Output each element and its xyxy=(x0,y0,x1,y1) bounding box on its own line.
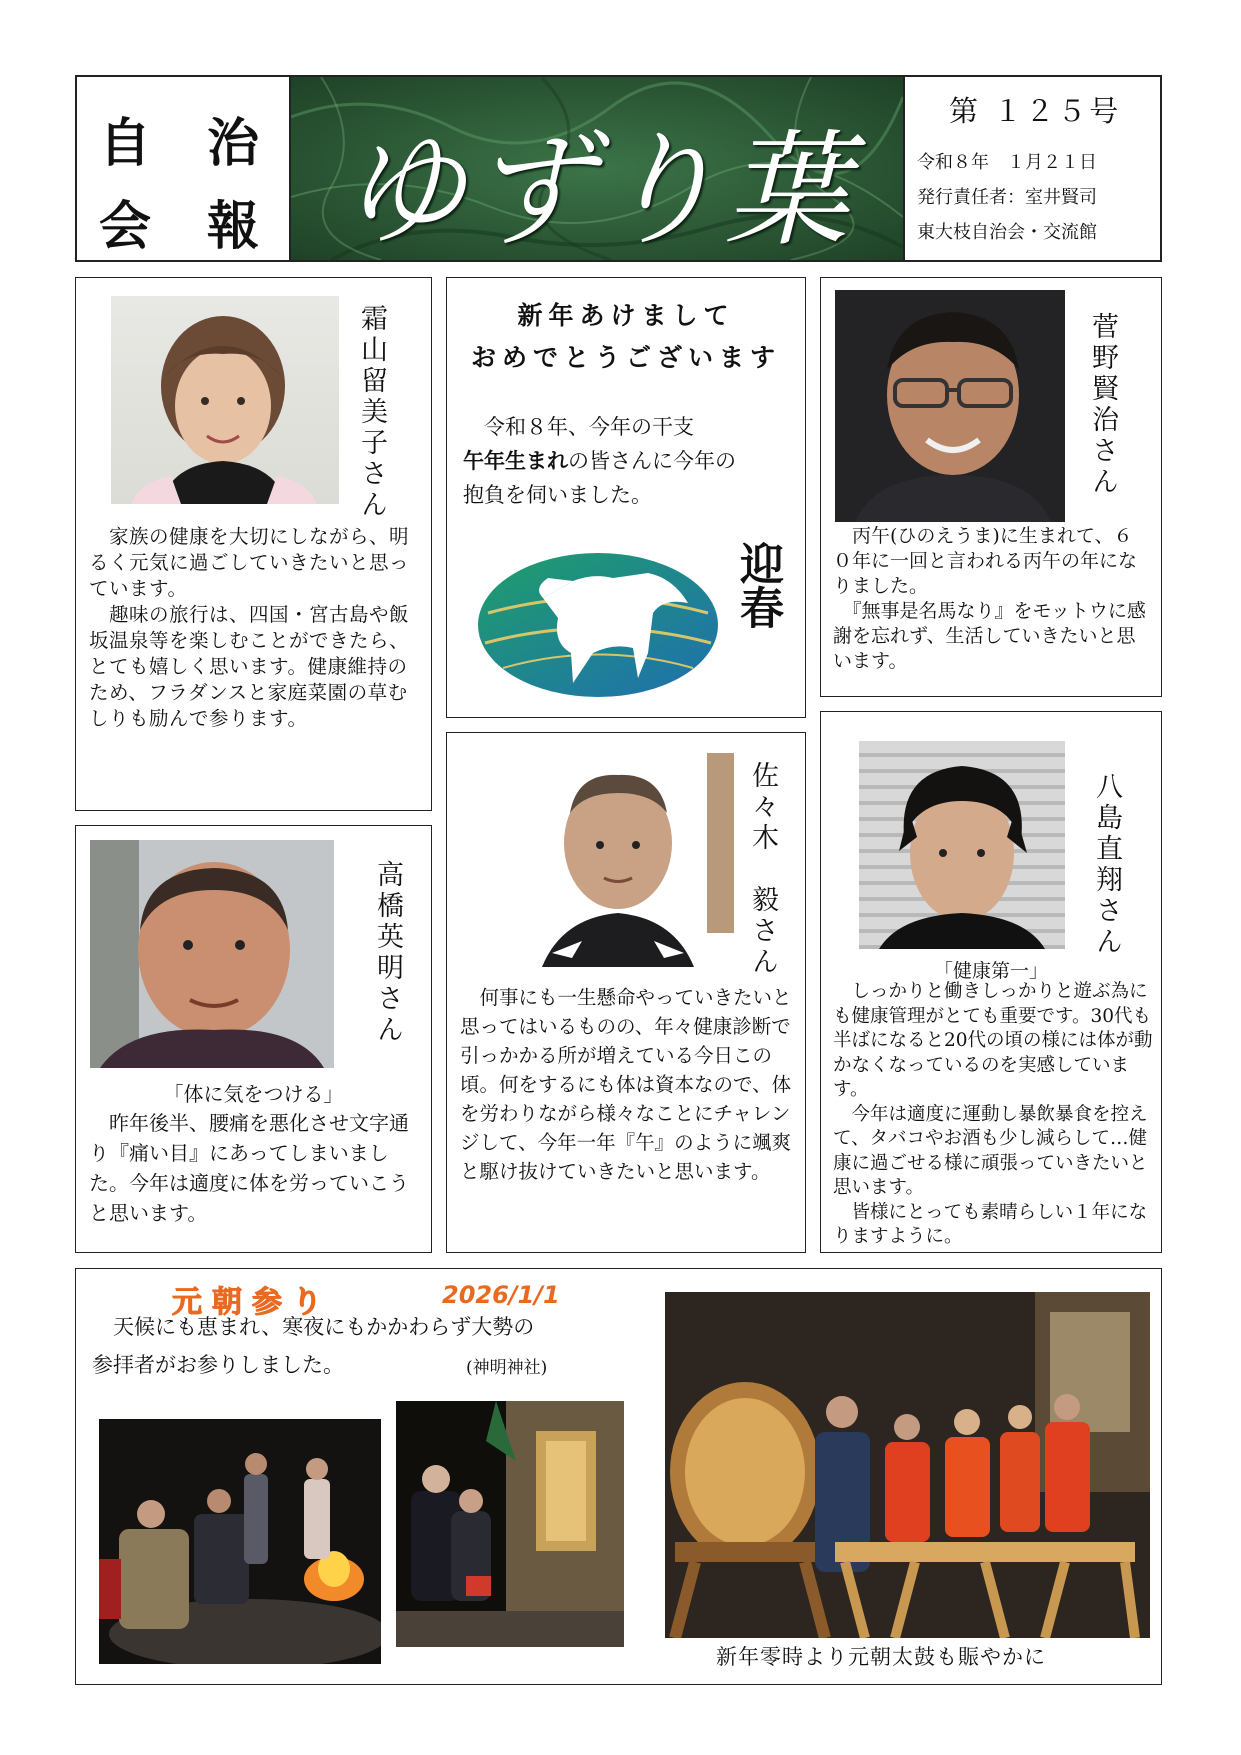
text-takahashi: 昨年後半、腰痛を悪化させ文字通り『痛い目』にあってしまいました。今年は適度に体を労っていこうと思います。 xyxy=(89,1111,409,1225)
name-sugano: 菅野賢治さん xyxy=(1087,312,1119,498)
masthead-char-4: 報 xyxy=(207,197,260,257)
quote-takahashi: 「体に気をつける」 xyxy=(163,1082,344,1106)
photo-shimoyama xyxy=(111,296,339,504)
name-takahashi: 高橋英明さん xyxy=(372,860,404,1046)
text-shimoyama: 家族の健康を大切にしながら、明るく元気に過ごしていきたいと思っています。 趣味の旅行は、四国・宮古島や飯坂温泉等を楽しむことができたら、とても嬉しく思います。健康維持のため、フラダンスと家庭菜園の草むしりも励んで参ります。 xyxy=(89,525,410,730)
organization: 東大枝自治会・交流館 xyxy=(917,222,1097,243)
portrait-man-smiling xyxy=(90,840,334,1068)
ganchou-text-1: 天候にも恵まれ、寒夜にもかかわらず大勢の xyxy=(92,1315,535,1339)
ganchou-title: 元朝参り xyxy=(172,1285,332,1320)
masthead-banner xyxy=(289,77,905,260)
greeting-intro-line2 xyxy=(463,444,793,478)
greeting-intro-a: 令和８年、今年の干支 xyxy=(484,415,694,439)
taiko-drum-scene xyxy=(665,1292,1150,1638)
text-yashima: しっかりと働きしっかりと遊ぶ為にも健康管理がとても重要です。30代も半ばになると20代の頃の様には体が動かなくなっているのを実感しています。 今年は適度に運動し暴飲暴食を控えて、タバコやお酒も少し減らして…健康に過ごせる様に頑張っていきたいと思います。 皆様にとっても素晴らしい１年になりますように。 xyxy=(833,981,1153,1247)
photo-takahashi xyxy=(90,840,334,1068)
shrine-night-scene xyxy=(396,1401,624,1647)
masthead-left xyxy=(77,77,289,260)
issue-number: 第 １２５号 xyxy=(949,94,1122,128)
quote-yashima: 「健康第一」 xyxy=(933,960,1048,982)
profile-shimoyama xyxy=(75,277,432,811)
name-yashima: 八島直翔さん xyxy=(1091,772,1123,958)
masthead-char-1: 自 xyxy=(99,114,152,174)
masthead-char-2: 治 xyxy=(207,114,260,174)
greeting-title-2: おめでとうございます xyxy=(470,343,781,372)
text-sugano: 丙午(ひのえうま)に生まれて、６０年に一回と言われる丙午の年になりました。 『無事是名馬なり』をモットウに感謝を忘れず、生活していきたいと思います。 xyxy=(833,525,1146,672)
greeting-intro-c: 抱負を伺いました。 xyxy=(463,483,652,507)
profile-sugano xyxy=(820,277,1162,697)
photo-sugano xyxy=(835,290,1065,522)
banner-title: ゆずり葉 xyxy=(340,119,853,260)
profile-yashima xyxy=(820,711,1162,1253)
name-sasaki: 佐々木 毅さん xyxy=(747,761,779,978)
greeting-title-1: 新年あけまして xyxy=(517,301,735,330)
masthead-right xyxy=(903,77,1160,260)
ganchou-section xyxy=(75,1268,1162,1685)
profile-sasaki xyxy=(446,732,806,1253)
portrait-man-glasses xyxy=(835,290,1065,522)
new-year-horse-emblem xyxy=(473,543,783,703)
bonfire-scene xyxy=(99,1419,381,1664)
greeting-intro-b: の皆さんに今年の xyxy=(568,449,736,473)
photo-shrine-night xyxy=(396,1401,624,1647)
ganchou-date: 2026/1/1 xyxy=(442,1281,560,1309)
name-shimoyama: 霜山留美子さん xyxy=(356,304,388,521)
greeting-intro xyxy=(463,410,793,512)
text-sasaki: 何事にも一生懸命やっていきたいと思ってはいるものの、年々健康診断で引っかかる所が増えている今日この頃。何をするにも体は資本なので、体を労わりながら様々なことにチャレンジして、今年一年『午』のように颯爽と駆け抜けていきたいと思います。 xyxy=(460,986,792,1183)
photo-sasaki xyxy=(512,753,734,967)
taiko-caption: 新年零時より元朝太鼓も賑やかに xyxy=(716,1645,1046,1669)
photo-yashima xyxy=(859,741,1065,949)
portrait-woman xyxy=(111,296,339,504)
photo-taiko xyxy=(665,1292,1150,1638)
masthead xyxy=(75,75,1162,262)
photo-bonfire xyxy=(99,1419,381,1664)
greeting-intro-bold: 午年生まれ xyxy=(463,448,568,473)
ganchou-text-2: 参拝者がお参りしました。 xyxy=(92,1353,344,1377)
issue-date: 令和８年 １月２１日 xyxy=(917,152,1097,173)
masthead-char-3: 会 xyxy=(99,197,152,257)
greeting-intro-line1 xyxy=(463,410,793,444)
portrait-young-man xyxy=(859,741,1065,949)
publisher: 発行責任者：室井賢司 xyxy=(917,187,1097,208)
geishun-badge: 迎春 xyxy=(732,541,783,629)
portrait-man xyxy=(512,753,734,967)
ganchou-shrine: (神明神社) xyxy=(466,1358,548,1378)
profile-takahashi xyxy=(75,825,432,1253)
greeting-box xyxy=(446,277,806,718)
